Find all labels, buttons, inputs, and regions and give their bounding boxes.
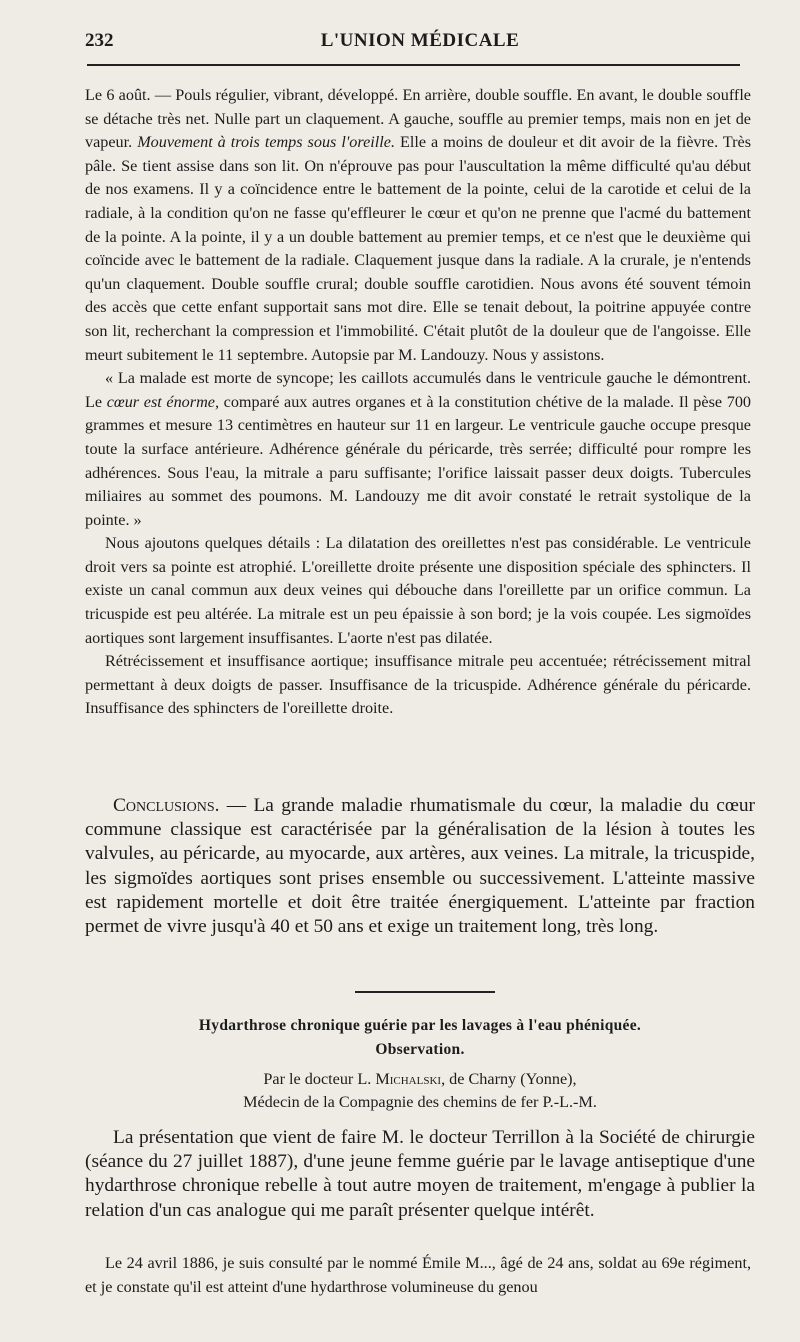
running-title: L'UNION MÉDICALE bbox=[320, 30, 520, 51]
article-intro bbox=[85, 1126, 755, 1223]
page-header bbox=[85, 30, 755, 60]
conclusions-text: — La grande maladie rhumatismale du cœur, la maladie du cœur commune classique est caractérisée par la généralisation de la lésion à toutes les valvules, au péricarde, au myocarde, aux artères, aux veines. La mitrale, la tricuspide, les sigmoïdes aortiques sont prises ensemble ou successivement. L'atteinte massive est rapidement mortelle et doit être traitée énergiquement. L'atteinte par fraction permet de vivre jusqu'à 40 et 50 ans et exige un traitement long, très long. bbox=[85, 795, 755, 938]
page-number: 232 bbox=[85, 30, 114, 51]
observation-paragraph bbox=[85, 367, 751, 532]
conclusions-paragraph bbox=[85, 794, 755, 939]
observation-paragraph bbox=[85, 650, 751, 721]
article-case bbox=[85, 1252, 751, 1299]
observation-paragraph bbox=[85, 532, 751, 650]
conclusions-label: Conclusions. bbox=[113, 795, 220, 816]
conclusions-block bbox=[85, 794, 755, 939]
byline-author-line: Par le docteur L. Michalski, de Charny (Yonne), bbox=[263, 1070, 577, 1088]
article-case-paragraph: Le 24 avril 1886, je suis consulté par le nommé Émile M..., âgé de 24 ans, soldat au 69e régiment, et je constate qu'il est atteint d'une hydarthrose volumineuse du genou bbox=[85, 1254, 751, 1296]
text-run: Le 6 août. — Pouls régulier, vibrant, développé. En arrière, double souffle. En avant, le double souffle se détache très net. Nulle part un claquement. A gauche, souffle au premier temps, mais non en jet de vapeur. bbox=[85, 86, 751, 152]
text-run: Nous ajoutons quelques détails : La dilatation des oreillettes n'est pas considérable. Le ventricule droit vers sa pointe est atrophié. L'oreillette droite présente une disposition spéciale des sphincters. Il existe un canal commun aux deux veines qui débouche dans l'oreillette par un orifice commun. La tricuspide est peu altérée. La mitrale est un peu épaissie à son bord; je la vois coupée. Les sigmoïdes aortiques sont largement insuffisantes. L'aorte n'est pas dilatée. bbox=[85, 534, 751, 647]
author-name: Michalski bbox=[375, 1070, 442, 1088]
observation-paragraph bbox=[85, 84, 751, 367]
text-run: Rétrécissement et insuffisance aortique; insuffisance mitrale peu accentuée; rétrécissement mitral permettant à deux doigts de passer. Insuffisance de la tricuspide. Adhérence générale du péricarde. Insuffisance des sphincters de l'oreillette droite. bbox=[85, 652, 751, 718]
text-run: comparé aux autres organes et à la constitution chétive de la malade. Il pèse 700 grammes et mesure 13 centimètres en hauteur sur 11 en largeur. Le ventricule gauche occupe presque toute la surface antérieure. Adhérence générale du péricarde, très serrée; difficulté pour rompre les adhérences. Sous l'eau, la mitrale a paru suffisante; l'orifice laissait passer deux doigts. Tubercules miliaires au sommet des poumons. M. Landouzy me dit avoir constaté le retrait systolique de la pointe. » bbox=[85, 392, 752, 529]
text-run: « La malade est morte de syncope; les caillots accumulés dans le ventricule gauche le démontrent. Le bbox=[85, 369, 751, 411]
text-run: Elle a moins de douleur et dit avoir de la fièvre. Très pâle. Se tient assise dans son lit. On n'éprouve pas pour l'auscultation la même difficulté qu'au début de nos examens. Il y a coïncidence entre le battement de la pointe, celui de la carotide et celui de la radiale, à la condition qu'on ne fasse qu'effleurer le cœur et qu'on ne prenne que l'acmé du battement de la pointe. A la pointe, il y a un double battement au premier temps, et ce n'est que le deuxième qui coïncide avec le battement de la radiale. Claquement jusque dans la radiale. A la crurale, je n'entends qu'un claquement. Double souffle crural; double souffle carotidien. Nous avons été souvent témoin des accès que cette enfant supportait sans mot dire. Elle se tenait debout, la poitrine appuyée contre son lit, recherchant la compression et l'immobilité. C'était plutôt de la douleur que de l'angoisse. Elle meurt subitement le 11 septembre. Autopsie par M. Landouzy. Nous y assistons. bbox=[85, 133, 751, 364]
article-title bbox=[85, 1014, 755, 1062]
article-byline bbox=[85, 1068, 755, 1114]
article-title-line-1: Hydarthrose chronique guérie par les lavages à l'eau phéniquée. bbox=[198, 1017, 642, 1034]
byline-affiliation: Médecin de la Compagnie des chemins de fer P.-L.-M. bbox=[243, 1093, 597, 1111]
section-separator bbox=[355, 991, 495, 993]
observation-text bbox=[85, 84, 751, 721]
article-title-line-2: Observation. bbox=[375, 1041, 465, 1058]
italic-run: cœur est énorme, bbox=[106, 392, 219, 411]
header-rule bbox=[87, 64, 740, 66]
article-intro-paragraph: La présentation que vient de faire M. le docteur Terrillon à la Société de chirurgie (séance du 27 juillet 1887), d'une jeune femme guérie par le lavage antiseptique d'une hydarthrose chronique rebelle à tout autre moyen de traitement, m'engage à publier la relation d'un cas analogue qui me paraît présenter quelque intérêt. bbox=[85, 1127, 755, 1221]
italic-run: Mouvement à trois temps sous l'oreille. bbox=[137, 133, 395, 152]
